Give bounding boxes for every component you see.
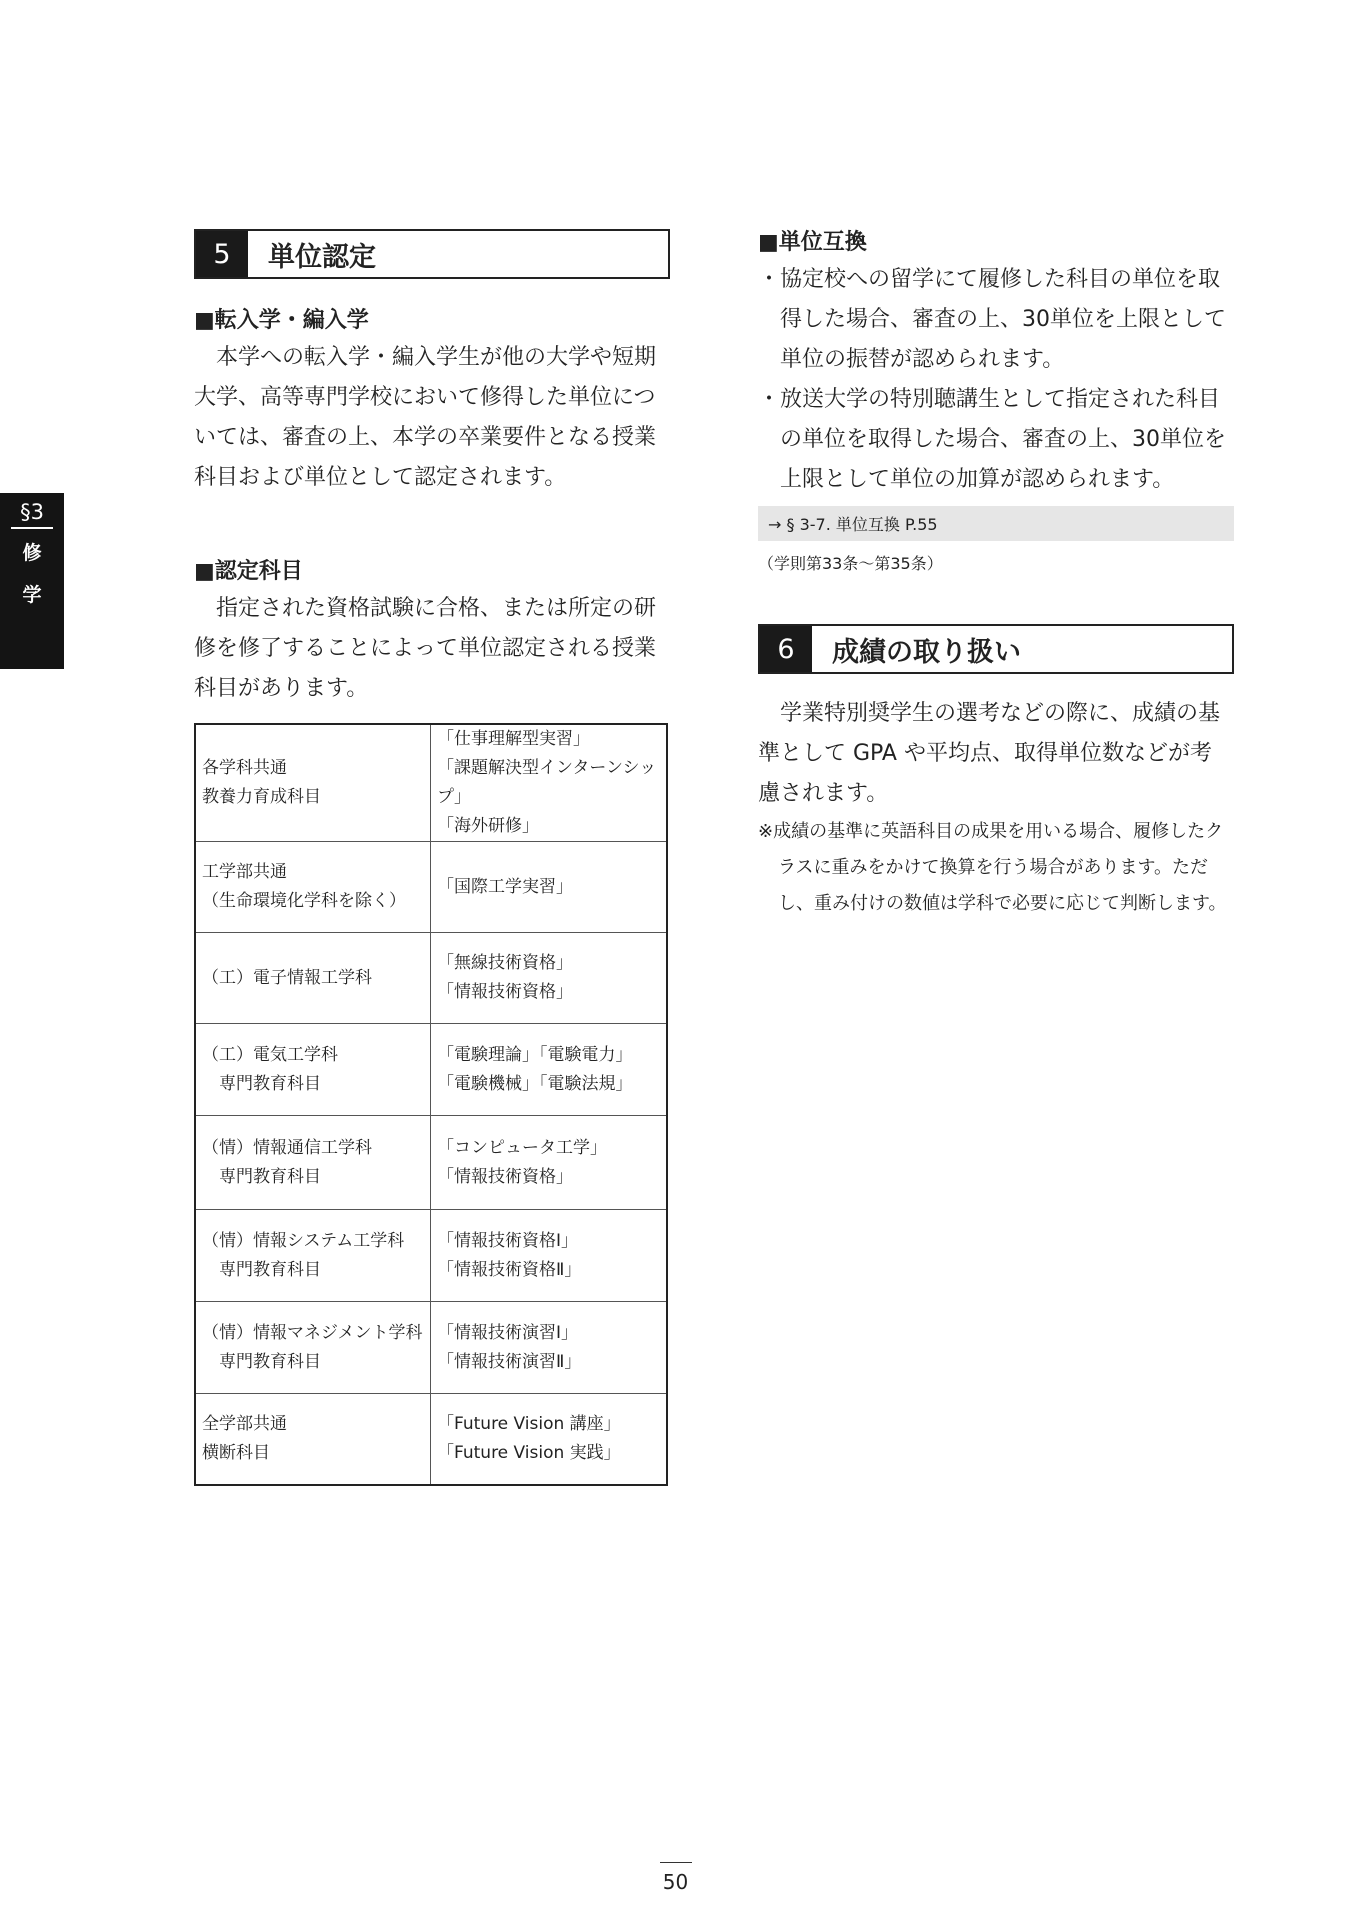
grades-line: 準として GPA や平均点、取得単位数などが考 (758, 741, 1212, 766)
table-cell-subjects: 「コンピュータ工学」 「情報技術資格」 (431, 1116, 668, 1210)
transfer-heading: ■転入学・編入学 (194, 308, 369, 333)
section-6-header (758, 624, 1234, 674)
transfer-line: 科目および単位として認定されます。 (194, 465, 567, 490)
regulation-reference: （学則第33条〜第35条） (758, 554, 943, 573)
grades-line: 慮されます。 (758, 781, 889, 806)
table-row (195, 1302, 667, 1394)
section-5-title: 単位認定 (268, 241, 376, 273)
table-cell-department: （情）情報システム工学科 専門教育科目 (195, 1210, 431, 1302)
table-row (195, 1024, 667, 1116)
grades-note: ※成績の基準に英語科目の成果を用いる場合、履修したクラスに重みをかけて換算を行う場合があります。ただし、重み付けの数値は学科で必要に応じて判断します。 (758, 821, 1227, 914)
table-cell-department: （情）情報通信工学科 専門教育科目 (195, 1116, 431, 1210)
list-item: ・放送大学の特別聴講生として指定された科目の単位を取得した場合、審査の上、30単位を上限として単位の加算が認められます。 (758, 387, 1226, 492)
table-cell-department: 全学部共通 横断科目 (195, 1394, 431, 1485)
table-row (195, 1394, 667, 1485)
table-cell-subjects: 「仕事理解型実習」 「課題解決型インターンシップ」 「海外研修」 (431, 724, 668, 842)
table-row (195, 724, 667, 842)
transfer-line: いては、審査の上、本学の卒業要件となる授業 (194, 425, 657, 450)
section-6-number: 6 (760, 626, 812, 672)
table-cell-department: 工学部共通 （生命環境化学科を除く） (195, 842, 431, 933)
table-row (195, 933, 667, 1024)
chapter-section-label: §3 (11, 493, 53, 529)
table-cell-subjects: 「電験理論」「電験電力」 「電験機械」「電験法規」 (431, 1024, 668, 1116)
exchange-heading: ■単位互換 (758, 230, 867, 255)
certified-line: 科目があります。 (194, 676, 369, 701)
chapter-char-2: 学 (22, 584, 42, 606)
exchange-list (758, 260, 1234, 500)
list-item: ・協定校への留学にて履修した科目の単位を取得した場合、審査の上、30単位を上限として単位の振替が認められます。 (758, 267, 1226, 372)
table-cell-department: 各学科共通 教養力育成科目 (195, 724, 431, 842)
transfer-line: 大学、高等専門学校において修得した単位につ (194, 385, 656, 410)
grades-paragraph (758, 694, 1234, 814)
table-cell-subjects: 「Future Vision 講座」 「Future Vision 実践」 (431, 1394, 668, 1485)
certified-heading: ■認定科目 (194, 559, 303, 584)
transfer-paragraph (194, 338, 670, 498)
left-column (194, 229, 670, 1486)
right-column (758, 225, 1234, 922)
table-row (195, 1116, 667, 1210)
table-cell-department: （工）電気工学科 専門教育科目 (195, 1024, 431, 1116)
chapter-char-1: 修 (22, 542, 42, 564)
chapter-side-tab (0, 493, 64, 669)
cross-reference-link[interactable]: → § 3-7. 単位互換 P.55 (758, 506, 1234, 541)
table-cell-subjects: 「情報技術演習Ⅰ」 「情報技術演習Ⅱ」 (431, 1302, 668, 1394)
table-cell-subjects: 「国際工学実習」 (431, 842, 668, 933)
page-number-rule (660, 1862, 692, 1863)
certified-line: 修を修了することによって単位認定される授業 (194, 636, 657, 661)
table-cell-department: （情）情報マネジメント学科 専門教育科目 (195, 1302, 431, 1394)
certified-line: 指定された資格試験に合格、または所定の研 (216, 596, 657, 621)
table-cell-department: （工）電子情報工学科 (195, 933, 431, 1024)
table-row (195, 1210, 667, 1302)
section-5-header (194, 229, 670, 279)
section-5-number: 5 (196, 231, 248, 277)
table-cell-subjects: 「無線技術資格」 「情報技術資格」 (431, 933, 668, 1024)
transfer-line: 本学への転入学・編入学生が他の大学や短期 (216, 345, 657, 370)
table-cell-subjects: 「情報技術資格Ⅰ」 「情報技術資格Ⅱ」 (431, 1210, 668, 1302)
page-number: 50 (662, 1870, 689, 1894)
certified-paragraph (194, 589, 670, 709)
grades-line: 学業特別奨学生の選考などの際に、成績の基 (780, 701, 1221, 726)
section-6-title: 成績の取り扱い (832, 636, 1021, 668)
table-row (195, 842, 667, 933)
certified-subjects-table (194, 723, 668, 1486)
